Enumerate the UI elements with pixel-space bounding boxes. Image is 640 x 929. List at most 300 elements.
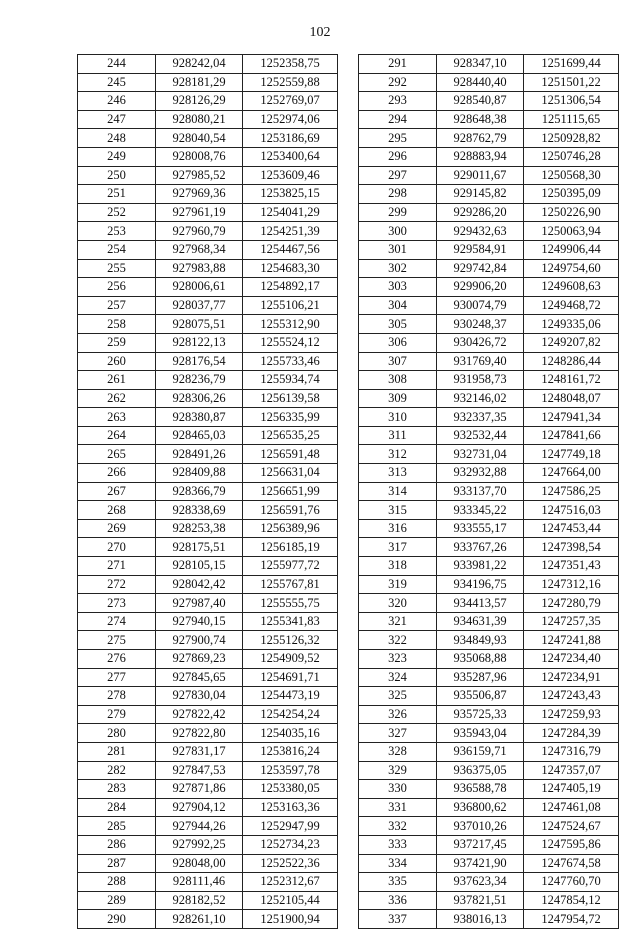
table-row [78, 817, 338, 836]
table-row [359, 687, 619, 706]
x-coordinate-cell: 927869,23 [156, 650, 243, 669]
y-coordinate-cell: 1253609,46 [243, 166, 338, 185]
y-coordinate-cell: 1254892,17 [243, 278, 338, 297]
point-number-cell: 281 [78, 742, 156, 761]
y-coordinate-cell: 1251699,44 [524, 55, 619, 74]
x-coordinate-cell: 929906,20 [437, 278, 524, 297]
point-number-cell: 320 [359, 594, 437, 613]
table-row [359, 910, 619, 929]
point-number-cell: 326 [359, 705, 437, 724]
table-row [359, 445, 619, 464]
y-coordinate-cell: 1247674,58 [524, 854, 619, 873]
table-row [359, 55, 619, 74]
table-row [359, 408, 619, 427]
table-row [359, 147, 619, 166]
table-row [78, 445, 338, 464]
y-coordinate-cell: 1255341,83 [243, 612, 338, 631]
x-coordinate-cell: 928338,69 [156, 501, 243, 520]
y-coordinate-cell: 1256591,76 [243, 501, 338, 520]
point-number-cell: 252 [78, 203, 156, 222]
table-row [359, 612, 619, 631]
x-coordinate-cell: 931958,73 [437, 371, 524, 390]
table-row [359, 631, 619, 650]
x-coordinate-cell: 930074,79 [437, 296, 524, 315]
x-coordinate-cell: 929145,82 [437, 185, 524, 204]
table-row [78, 798, 338, 817]
x-coordinate-cell: 928306,26 [156, 389, 243, 408]
x-coordinate-cell: 936800,62 [437, 798, 524, 817]
point-number-cell: 256 [78, 278, 156, 297]
point-number-cell: 307 [359, 352, 437, 371]
table-row [78, 482, 338, 501]
point-number-cell: 268 [78, 501, 156, 520]
table-row [359, 742, 619, 761]
x-coordinate-cell: 927944,26 [156, 817, 243, 836]
point-number-cell: 311 [359, 426, 437, 445]
x-coordinate-cell: 927847,53 [156, 761, 243, 780]
table-row [359, 333, 619, 352]
point-number-cell: 278 [78, 687, 156, 706]
x-coordinate-cell: 935287,96 [437, 668, 524, 687]
x-coordinate-cell: 928440,40 [437, 73, 524, 92]
x-coordinate-cell: 933555,17 [437, 519, 524, 538]
point-number-cell: 304 [359, 296, 437, 315]
point-number-cell: 246 [78, 92, 156, 111]
point-number-cell: 260 [78, 352, 156, 371]
y-coordinate-cell: 1254691,71 [243, 668, 338, 687]
y-coordinate-cell: 1247760,70 [524, 873, 619, 892]
point-number-cell: 306 [359, 333, 437, 352]
point-number-cell: 297 [359, 166, 437, 185]
table-row [359, 222, 619, 241]
point-number-cell: 309 [359, 389, 437, 408]
point-number-cell: 321 [359, 612, 437, 631]
y-coordinate-cell: 1255524,12 [243, 333, 338, 352]
x-coordinate-cell: 930426,72 [437, 333, 524, 352]
point-number-cell: 336 [359, 891, 437, 910]
table-row [78, 333, 338, 352]
table-row [78, 594, 338, 613]
y-coordinate-cell: 1247586,25 [524, 482, 619, 501]
point-number-cell: 253 [78, 222, 156, 241]
y-coordinate-cell: 1253597,78 [243, 761, 338, 780]
x-coordinate-cell: 928080,21 [156, 110, 243, 129]
point-number-cell: 305 [359, 315, 437, 334]
y-coordinate-cell: 1251900,94 [243, 910, 338, 929]
x-coordinate-cell: 927968,34 [156, 240, 243, 259]
table-row [78, 910, 338, 929]
point-number-cell: 245 [78, 73, 156, 92]
y-coordinate-cell: 1251306,54 [524, 92, 619, 111]
x-coordinate-cell: 927900,74 [156, 631, 243, 650]
y-coordinate-cell: 1247941,34 [524, 408, 619, 427]
y-coordinate-cell: 1256591,48 [243, 445, 338, 464]
x-coordinate-cell: 928540,87 [437, 92, 524, 111]
table-row [359, 296, 619, 315]
table-row [78, 352, 338, 371]
point-number-cell: 244 [78, 55, 156, 74]
x-coordinate-cell: 928122,13 [156, 333, 243, 352]
y-coordinate-cell: 1254251,39 [243, 222, 338, 241]
table-row [359, 761, 619, 780]
point-number-cell: 299 [359, 203, 437, 222]
x-coordinate-cell: 935068,88 [437, 650, 524, 669]
table-row [359, 482, 619, 501]
table-row [78, 55, 338, 74]
point-number-cell: 330 [359, 780, 437, 799]
y-coordinate-cell: 1256335,99 [243, 408, 338, 427]
x-coordinate-cell: 928491,26 [156, 445, 243, 464]
point-number-cell: 266 [78, 464, 156, 483]
x-coordinate-cell: 927904,12 [156, 798, 243, 817]
x-coordinate-cell: 933981,22 [437, 557, 524, 576]
y-coordinate-cell: 1250928,82 [524, 129, 619, 148]
table-row [359, 426, 619, 445]
table-row [78, 724, 338, 743]
x-coordinate-cell: 927992,25 [156, 835, 243, 854]
table-row [359, 389, 619, 408]
y-coordinate-cell: 1247312,16 [524, 575, 619, 594]
point-number-cell: 292 [359, 73, 437, 92]
point-number-cell: 322 [359, 631, 437, 650]
y-coordinate-cell: 1247453,44 [524, 519, 619, 538]
point-number-cell: 284 [78, 798, 156, 817]
table-row [78, 501, 338, 520]
table-row [359, 557, 619, 576]
y-coordinate-cell: 1255733,46 [243, 352, 338, 371]
y-coordinate-cell: 1252312,67 [243, 873, 338, 892]
table-row [359, 203, 619, 222]
table-row [359, 92, 619, 111]
coordinates-table-left [77, 54, 338, 929]
x-coordinate-cell: 927987,40 [156, 594, 243, 613]
point-number-cell: 332 [359, 817, 437, 836]
y-coordinate-cell: 1256389,96 [243, 519, 338, 538]
y-coordinate-cell: 1247954,72 [524, 910, 619, 929]
y-coordinate-cell: 1250063,94 [524, 222, 619, 241]
table-row [359, 110, 619, 129]
point-number-cell: 272 [78, 575, 156, 594]
y-coordinate-cell: 1256631,04 [243, 464, 338, 483]
x-coordinate-cell: 929432,63 [437, 222, 524, 241]
x-coordinate-cell: 933137,70 [437, 482, 524, 501]
x-coordinate-cell: 932532,44 [437, 426, 524, 445]
table-row [359, 278, 619, 297]
y-coordinate-cell: 1254041,29 [243, 203, 338, 222]
y-coordinate-cell: 1247284,39 [524, 724, 619, 743]
table-row [359, 724, 619, 743]
point-number-cell: 317 [359, 538, 437, 557]
point-number-cell: 267 [78, 482, 156, 501]
y-coordinate-cell: 1255106,21 [243, 296, 338, 315]
point-number-cell: 270 [78, 538, 156, 557]
table-row [359, 650, 619, 669]
table-row [359, 501, 619, 520]
point-number-cell: 287 [78, 854, 156, 873]
table-row [78, 835, 338, 854]
y-coordinate-cell: 1256651,99 [243, 482, 338, 501]
y-coordinate-cell: 1253816,24 [243, 742, 338, 761]
x-coordinate-cell: 928347,10 [437, 55, 524, 74]
page-number: 102 [309, 25, 331, 40]
point-number-cell: 258 [78, 315, 156, 334]
x-coordinate-cell: 937217,45 [437, 835, 524, 854]
point-number-cell: 279 [78, 705, 156, 724]
y-coordinate-cell: 1254035,16 [243, 724, 338, 743]
x-coordinate-cell: 932932,88 [437, 464, 524, 483]
point-number-cell: 323 [359, 650, 437, 669]
point-number-cell: 300 [359, 222, 437, 241]
table-row [359, 464, 619, 483]
point-number-cell: 314 [359, 482, 437, 501]
table-row [359, 315, 619, 334]
table-row [78, 203, 338, 222]
point-number-cell: 273 [78, 594, 156, 613]
y-coordinate-cell: 1252734,23 [243, 835, 338, 854]
table-row [359, 538, 619, 557]
x-coordinate-cell: 928465,03 [156, 426, 243, 445]
table-row [359, 817, 619, 836]
table-row [359, 891, 619, 910]
table-row [359, 705, 619, 724]
x-coordinate-cell: 928409,88 [156, 464, 243, 483]
table-row [359, 185, 619, 204]
y-coordinate-cell: 1249468,72 [524, 296, 619, 315]
y-coordinate-cell: 1253380,05 [243, 780, 338, 799]
y-coordinate-cell: 1249608,63 [524, 278, 619, 297]
x-coordinate-cell: 928253,38 [156, 519, 243, 538]
point-number-cell: 302 [359, 259, 437, 278]
y-coordinate-cell: 1250746,28 [524, 147, 619, 166]
point-number-cell: 248 [78, 129, 156, 148]
x-coordinate-cell: 928126,29 [156, 92, 243, 111]
point-number-cell: 324 [359, 668, 437, 687]
point-number-cell: 249 [78, 147, 156, 166]
coordinates-table-right [358, 54, 619, 929]
table-row [78, 705, 338, 724]
table-row [359, 780, 619, 799]
x-coordinate-cell: 938016,13 [437, 910, 524, 929]
table-row [359, 575, 619, 594]
table-row [78, 538, 338, 557]
x-coordinate-cell: 928037,77 [156, 296, 243, 315]
y-coordinate-cell: 1253186,69 [243, 129, 338, 148]
y-coordinate-cell: 1253825,15 [243, 185, 338, 204]
x-coordinate-cell: 937010,26 [437, 817, 524, 836]
y-coordinate-cell: 1247749,18 [524, 445, 619, 464]
table-row [359, 798, 619, 817]
y-coordinate-cell: 1254683,30 [243, 259, 338, 278]
y-coordinate-cell: 1249906,44 [524, 240, 619, 259]
x-coordinate-cell: 931769,40 [437, 352, 524, 371]
table-row [78, 891, 338, 910]
y-coordinate-cell: 1256535,25 [243, 426, 338, 445]
table-row [359, 352, 619, 371]
y-coordinate-cell: 1255312,90 [243, 315, 338, 334]
y-coordinate-cell: 1247234,40 [524, 650, 619, 669]
y-coordinate-cell: 1247351,43 [524, 557, 619, 576]
table-row [359, 873, 619, 892]
table-row [78, 426, 338, 445]
y-coordinate-cell: 1252522,36 [243, 854, 338, 873]
table-row [78, 408, 338, 427]
point-number-cell: 280 [78, 724, 156, 743]
point-number-cell: 331 [359, 798, 437, 817]
point-number-cell: 286 [78, 835, 156, 854]
x-coordinate-cell: 928261,10 [156, 910, 243, 929]
point-number-cell: 254 [78, 240, 156, 259]
x-coordinate-cell: 928176,54 [156, 352, 243, 371]
y-coordinate-cell: 1249207,82 [524, 333, 619, 352]
x-coordinate-cell: 927940,15 [156, 612, 243, 631]
y-coordinate-cell: 1252947,99 [243, 817, 338, 836]
table-row [359, 240, 619, 259]
point-number-cell: 265 [78, 445, 156, 464]
point-number-cell: 310 [359, 408, 437, 427]
point-number-cell: 327 [359, 724, 437, 743]
y-coordinate-cell: 1247854,12 [524, 891, 619, 910]
y-coordinate-cell: 1247257,35 [524, 612, 619, 631]
table-row [78, 854, 338, 873]
table-row [78, 166, 338, 185]
point-number-cell: 257 [78, 296, 156, 315]
x-coordinate-cell: 937623,34 [437, 873, 524, 892]
table-row [78, 631, 338, 650]
x-coordinate-cell: 928883,94 [437, 147, 524, 166]
point-number-cell: 315 [359, 501, 437, 520]
point-number-cell: 301 [359, 240, 437, 259]
point-number-cell: 271 [78, 557, 156, 576]
x-coordinate-cell: 928042,42 [156, 575, 243, 594]
table-row [78, 464, 338, 483]
point-number-cell: 263 [78, 408, 156, 427]
x-coordinate-cell: 934849,93 [437, 631, 524, 650]
table-row [78, 612, 338, 631]
x-coordinate-cell: 928366,79 [156, 482, 243, 501]
x-coordinate-cell: 934631,39 [437, 612, 524, 631]
y-coordinate-cell: 1247524,67 [524, 817, 619, 836]
point-number-cell: 316 [359, 519, 437, 538]
point-number-cell: 277 [78, 668, 156, 687]
table-row [359, 854, 619, 873]
point-number-cell: 283 [78, 780, 156, 799]
x-coordinate-cell: 937421,90 [437, 854, 524, 873]
table-row [78, 687, 338, 706]
x-coordinate-cell: 935943,04 [437, 724, 524, 743]
y-coordinate-cell: 1247280,79 [524, 594, 619, 613]
y-coordinate-cell: 1256185,19 [243, 538, 338, 557]
x-coordinate-cell: 932337,35 [437, 408, 524, 427]
point-number-cell: 269 [78, 519, 156, 538]
y-coordinate-cell: 1254254,24 [243, 705, 338, 724]
x-coordinate-cell: 927969,36 [156, 185, 243, 204]
y-coordinate-cell: 1252769,07 [243, 92, 338, 111]
point-number-cell: 247 [78, 110, 156, 129]
point-number-cell: 313 [359, 464, 437, 483]
x-coordinate-cell: 928006,61 [156, 278, 243, 297]
y-coordinate-cell: 1247316,79 [524, 742, 619, 761]
y-coordinate-cell: 1247259,93 [524, 705, 619, 724]
table-row [78, 371, 338, 390]
table-row [78, 575, 338, 594]
point-number-cell: 261 [78, 371, 156, 390]
table-row [78, 873, 338, 892]
x-coordinate-cell: 933345,22 [437, 501, 524, 520]
x-coordinate-cell: 928075,51 [156, 315, 243, 334]
point-number-cell: 259 [78, 333, 156, 352]
table-row [78, 259, 338, 278]
table-row [359, 73, 619, 92]
x-coordinate-cell: 928048,00 [156, 854, 243, 873]
x-coordinate-cell: 927983,88 [156, 259, 243, 278]
point-number-cell: 319 [359, 575, 437, 594]
x-coordinate-cell: 928242,04 [156, 55, 243, 74]
table-row [78, 668, 338, 687]
x-coordinate-cell: 929011,67 [437, 166, 524, 185]
point-number-cell: 312 [359, 445, 437, 464]
x-coordinate-cell: 927830,04 [156, 687, 243, 706]
point-number-cell: 276 [78, 650, 156, 669]
x-coordinate-cell: 928236,79 [156, 371, 243, 390]
x-coordinate-cell: 928648,38 [437, 110, 524, 129]
y-coordinate-cell: 1251501,22 [524, 73, 619, 92]
y-coordinate-cell: 1256139,58 [243, 389, 338, 408]
point-number-cell: 296 [359, 147, 437, 166]
point-number-cell: 328 [359, 742, 437, 761]
point-number-cell: 295 [359, 129, 437, 148]
y-coordinate-cell: 1252974,06 [243, 110, 338, 129]
y-coordinate-cell: 1248286,44 [524, 352, 619, 371]
x-coordinate-cell: 929584,91 [437, 240, 524, 259]
x-coordinate-cell: 935725,33 [437, 705, 524, 724]
point-number-cell: 303 [359, 278, 437, 297]
table-row [78, 129, 338, 148]
x-coordinate-cell: 932731,04 [437, 445, 524, 464]
x-coordinate-cell: 927831,17 [156, 742, 243, 761]
y-coordinate-cell: 1249754,60 [524, 259, 619, 278]
y-coordinate-cell: 1255126,32 [243, 631, 338, 650]
point-number-cell: 250 [78, 166, 156, 185]
x-coordinate-cell: 929286,20 [437, 203, 524, 222]
table-row [78, 557, 338, 576]
table-row [78, 742, 338, 761]
point-number-cell: 298 [359, 185, 437, 204]
y-coordinate-cell: 1247595,86 [524, 835, 619, 854]
y-coordinate-cell: 1251115,65 [524, 110, 619, 129]
x-coordinate-cell: 927961,19 [156, 203, 243, 222]
table-row [359, 259, 619, 278]
x-coordinate-cell: 932146,02 [437, 389, 524, 408]
point-number-cell: 329 [359, 761, 437, 780]
point-number-cell: 288 [78, 873, 156, 892]
x-coordinate-cell: 928762,79 [437, 129, 524, 148]
x-coordinate-cell: 934413,57 [437, 594, 524, 613]
y-coordinate-cell: 1255934,74 [243, 371, 338, 390]
y-coordinate-cell: 1248161,72 [524, 371, 619, 390]
x-coordinate-cell: 927871,86 [156, 780, 243, 799]
point-number-cell: 289 [78, 891, 156, 910]
y-coordinate-cell: 1252559,88 [243, 73, 338, 92]
y-coordinate-cell: 1250395,09 [524, 185, 619, 204]
table-row [78, 147, 338, 166]
point-number-cell: 333 [359, 835, 437, 854]
x-coordinate-cell: 936588,78 [437, 780, 524, 799]
point-number-cell: 282 [78, 761, 156, 780]
y-coordinate-cell: 1250226,90 [524, 203, 619, 222]
table-row [359, 668, 619, 687]
point-number-cell: 274 [78, 612, 156, 631]
table-row [359, 371, 619, 390]
